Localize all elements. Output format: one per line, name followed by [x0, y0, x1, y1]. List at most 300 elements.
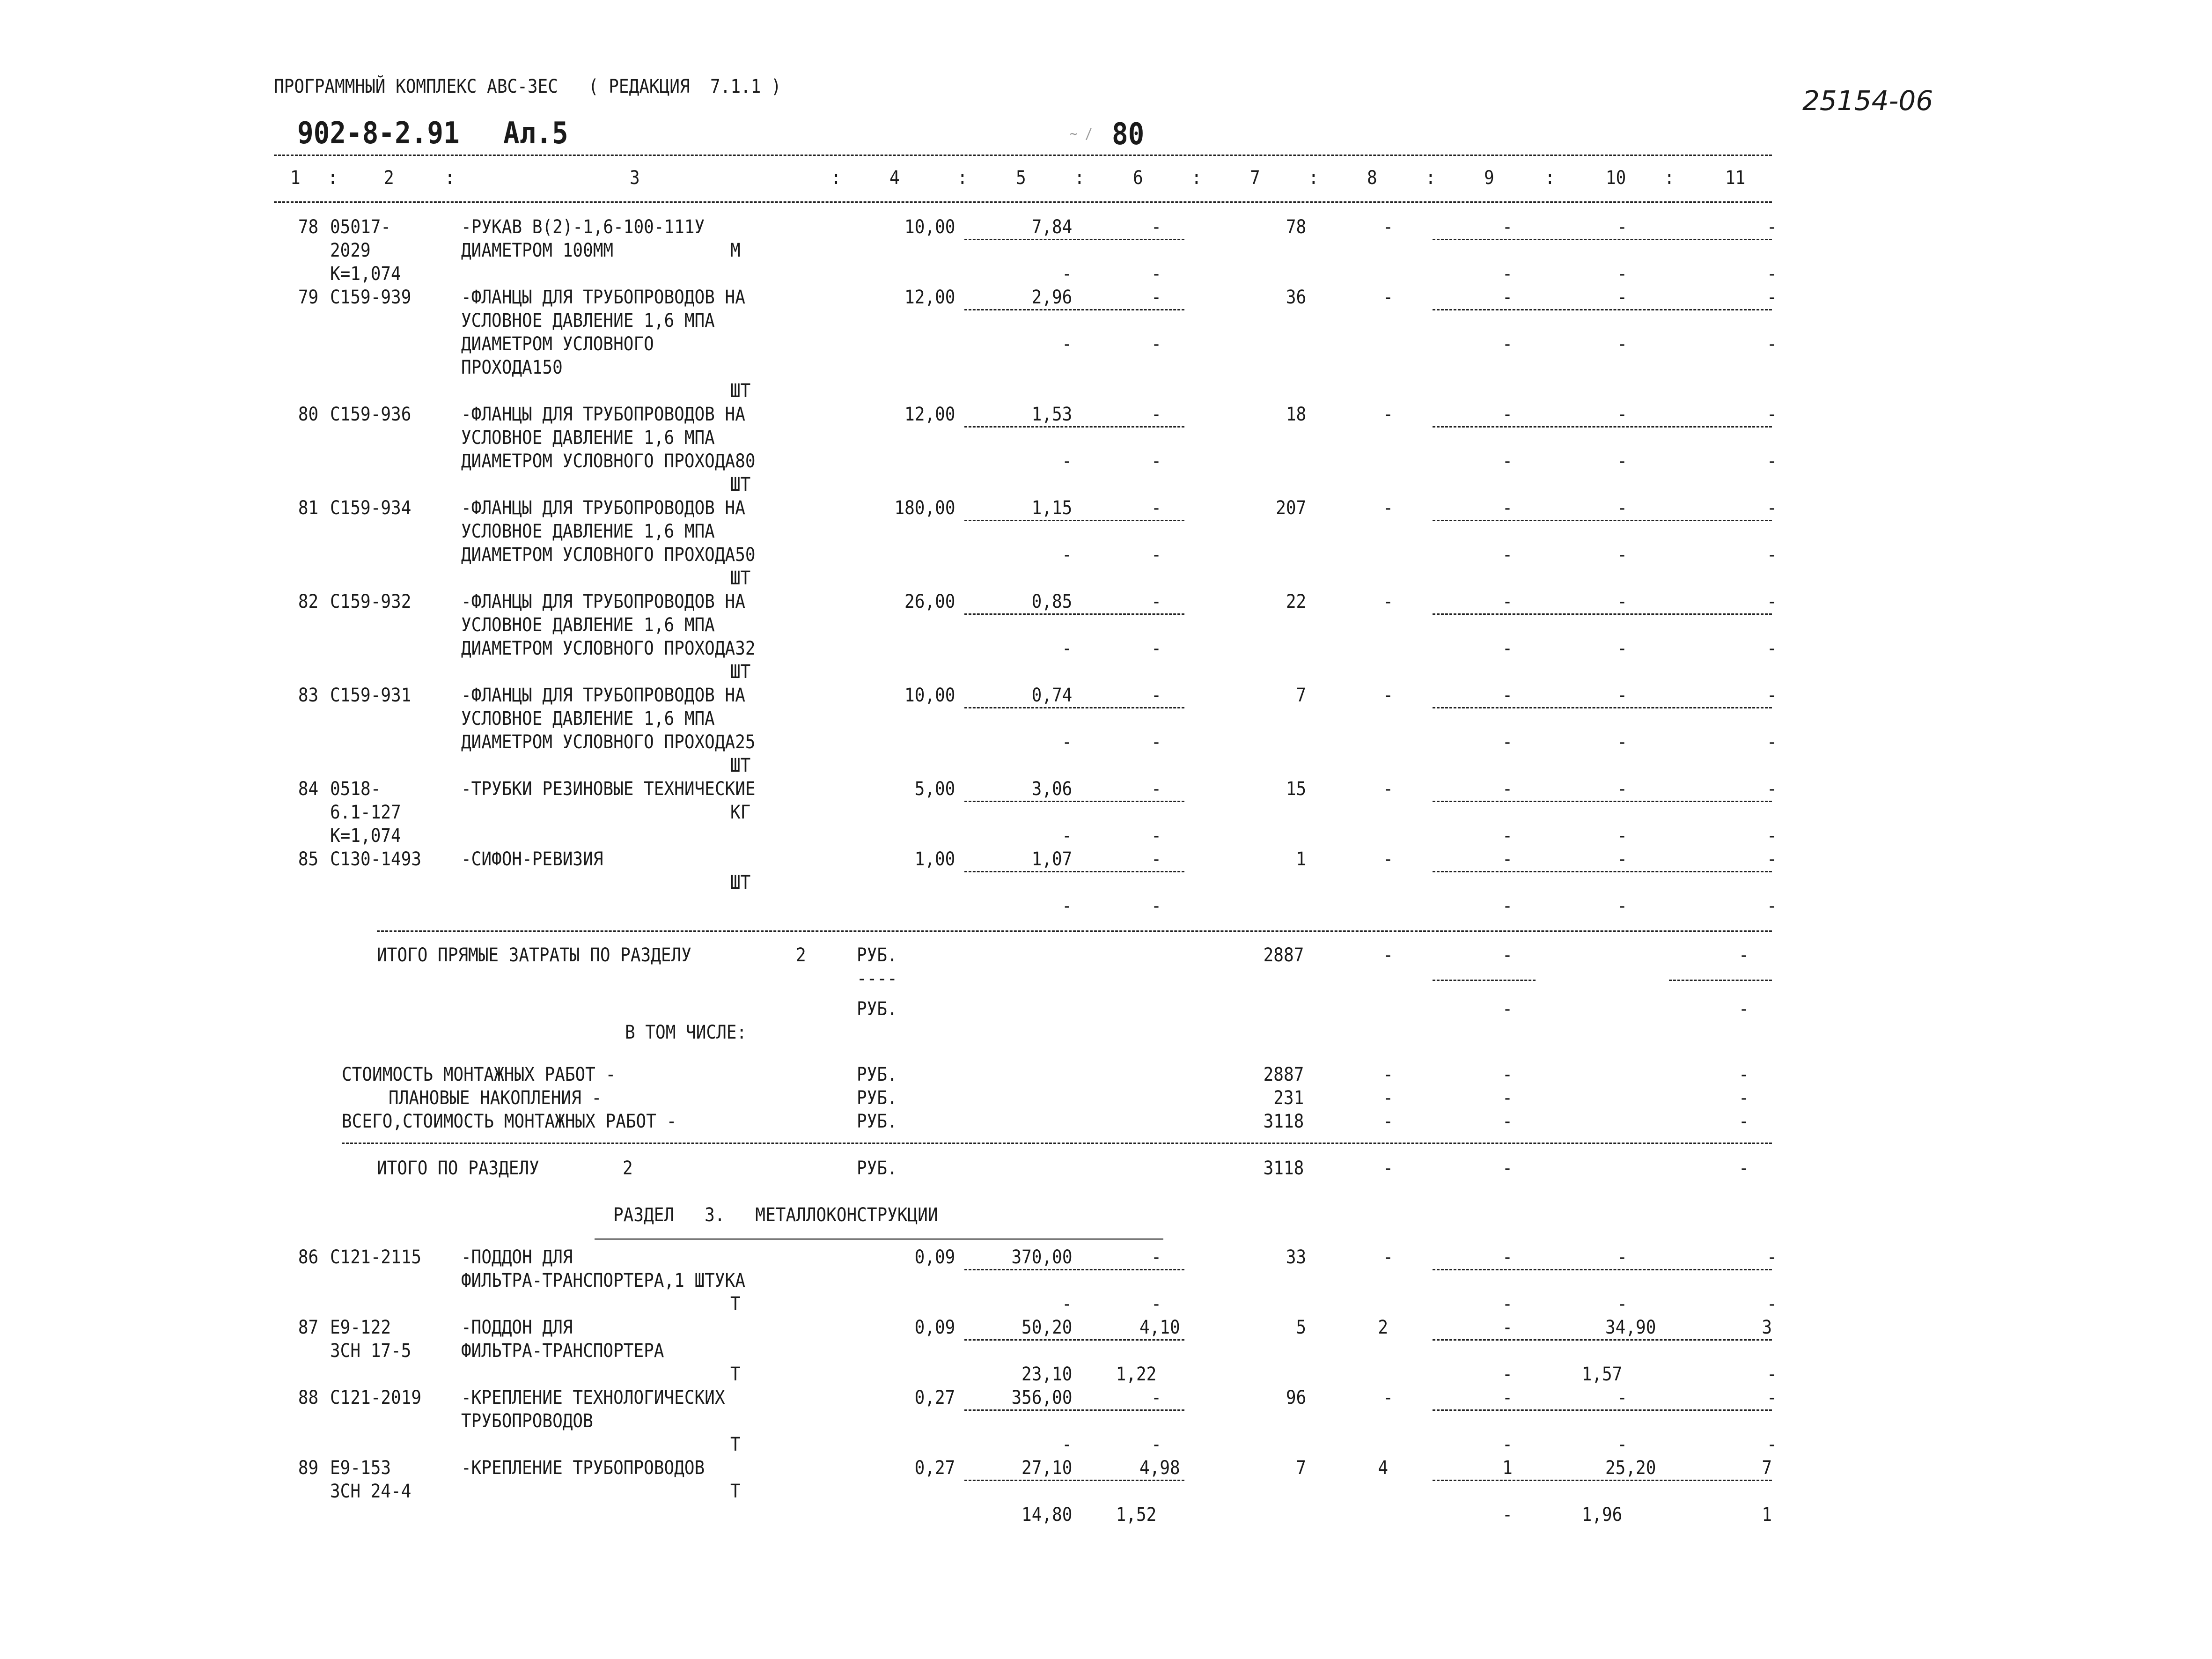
item-lower-col11: - — [1767, 1434, 1777, 1455]
item-col10: - — [1617, 1387, 1627, 1408]
install-cost-label: СТОИМОСТЬ МОНТАЖНЫХ РАБОТ - — [342, 1064, 616, 1085]
item-lower-col5: - — [1062, 333, 1072, 355]
item-name: -СИФОН-РЕВИЗИЯ — [461, 848, 603, 870]
item-name: ДИАМЕТРОМ УСЛОВНОГО ПРОХОДА25 — [461, 731, 756, 753]
item-col11: - — [1767, 848, 1777, 870]
item-lower-col10: 1,57 — [1581, 1364, 1622, 1385]
item-unit: М — [730, 240, 741, 261]
column-separator: : — [1545, 167, 1555, 189]
item-col9: 1 — [1502, 1457, 1513, 1479]
item-col11: - — [1767, 685, 1777, 706]
item-subrule — [964, 520, 1184, 521]
item-code: С121-2115 — [330, 1246, 422, 1268]
direct-costs-c9: - — [1502, 944, 1513, 966]
item-col8: - — [1383, 287, 1393, 308]
item-name: ДИАМЕТРОМ УСЛОВНОГО ПРОХОДА80 — [461, 450, 756, 472]
column-separator: : — [1426, 167, 1436, 189]
item-col11: - — [1767, 404, 1777, 425]
item-quantity: 1,00 — [914, 848, 955, 870]
item-col7: 7 — [1296, 685, 1306, 706]
item-number: 86 — [298, 1246, 318, 1268]
item-unit: ШТ — [730, 380, 751, 402]
item-lower-col5: - — [1062, 1434, 1072, 1455]
item-unit: КГ — [730, 802, 751, 823]
item-name: УСЛОВНОЕ ДАВЛЕНИЕ 1,6 МПА — [461, 708, 715, 730]
item-name: -ФЛАНЦЫ ДЛЯ ТРУБОПРОВОДОВ НА — [461, 685, 745, 706]
item-lower-col9: - — [1502, 1293, 1513, 1315]
item-quantity: 180,00 — [894, 497, 955, 519]
item-col5: 2,96 — [1031, 287, 1072, 308]
item-lower-col5: - — [1062, 895, 1072, 917]
item-subrule — [1433, 871, 1772, 872]
item-col10: - — [1617, 404, 1627, 425]
section-total-c9: - — [1502, 1158, 1513, 1179]
install-cost-c7: 2887 — [1263, 1064, 1304, 1085]
item-subrule — [1433, 520, 1772, 521]
item-col5: 356,00 — [1011, 1387, 1072, 1408]
item-subrule — [1433, 239, 1772, 240]
item-code: С121-2019 — [330, 1387, 422, 1408]
item-subrule — [964, 309, 1184, 310]
item-unit: ШТ — [730, 568, 751, 589]
item-code: С159-932 — [330, 591, 412, 612]
planned-c9: - — [1502, 1087, 1513, 1109]
item-col11: - — [1767, 1387, 1777, 1408]
item-code: С159-931 — [330, 685, 412, 706]
item-quantity: 0,09 — [914, 1317, 955, 1338]
item-lower-col5: - — [1062, 450, 1072, 472]
item-name: ДИАМЕТРОМ УСЛОВНОГО — [461, 333, 654, 355]
item-code: ЗСН 24-4 — [330, 1481, 412, 1502]
item-lower-col9: - — [1502, 1364, 1513, 1385]
section-total-c8: - — [1383, 1158, 1393, 1179]
column-separator: : — [831, 167, 841, 189]
item-lower-col10: - — [1617, 333, 1627, 355]
direct-costs-c7: 2887 — [1263, 944, 1304, 966]
item-lower-col11: - — [1767, 544, 1777, 566]
item-col8: - — [1383, 591, 1393, 612]
item-name: УСЛОВНОЕ ДАВЛЕНИЕ 1,6 МПА — [461, 310, 715, 332]
item-col7: 7 — [1296, 1457, 1306, 1479]
item-code: 05017- — [330, 216, 391, 238]
item-col5: 1,53 — [1031, 404, 1072, 425]
item-subrule — [964, 871, 1184, 872]
item-col9: - — [1502, 404, 1513, 425]
direct2-c11: - — [1739, 998, 1749, 1020]
direct-costs-label: ИТОГО ПРЯМЫЕ ЗАТРАТЫ ПО РАЗДЕЛУ — [377, 944, 691, 966]
totals-rule — [377, 930, 1772, 932]
item-lower-col5: 14,80 — [1021, 1504, 1072, 1526]
item-subrule — [1433, 1339, 1772, 1341]
item-lower-col10: - — [1617, 263, 1627, 285]
item-col6: 4,98 — [1139, 1457, 1180, 1479]
item-col11: 3 — [1762, 1317, 1772, 1338]
item-lower-col10: - — [1617, 731, 1627, 753]
item-col8: 2 — [1378, 1317, 1388, 1338]
item-lower-col9: - — [1502, 1504, 1513, 1526]
column-header-9: 9 — [1484, 167, 1494, 189]
item-number: 84 — [298, 778, 318, 800]
column-header-7: 7 — [1250, 167, 1260, 189]
item-col11: - — [1767, 287, 1777, 308]
handwritten-id: 25154-06 — [1802, 85, 1933, 117]
planned-savings-label: ПЛАНОВЫЕ НАКОПЛЕНИЯ - — [389, 1087, 602, 1109]
column-header-1: 1 — [290, 167, 301, 189]
item-lower-col5: - — [1062, 544, 1072, 566]
item-col10: - — [1617, 778, 1627, 800]
item-subrule — [1433, 426, 1772, 428]
item-name: ДИАМЕТРОМ 100ММ — [461, 240, 614, 261]
item-col9: - — [1502, 1387, 1513, 1408]
item-lower-col10: - — [1617, 1434, 1627, 1455]
item-col11: - — [1767, 216, 1777, 238]
item-lower-col6: - — [1151, 638, 1161, 659]
item-lower-col6: - — [1151, 333, 1161, 355]
item-col7: 22 — [1286, 591, 1306, 612]
direct2-c9: - — [1502, 998, 1513, 1020]
item-code: С130-1493 — [330, 848, 422, 870]
item-col6: - — [1151, 404, 1161, 425]
item-name: -ФЛАНЦЫ ДЛЯ ТРУБОПРОВОДОВ НА — [461, 404, 745, 425]
item-lower-col10: - — [1617, 895, 1627, 917]
item-col7: 1 — [1296, 848, 1306, 870]
item-col10: - — [1617, 287, 1627, 308]
item-number: 83 — [298, 685, 318, 706]
item-quantity: 26,00 — [904, 591, 955, 612]
item-lower-col6: - — [1151, 1293, 1161, 1315]
item-name: -ФЛАНЦЫ ДЛЯ ТРУБОПРОВОДОВ НА — [461, 591, 745, 612]
direct-rule-c9 — [1433, 980, 1536, 981]
item-col5: 370,00 — [1011, 1246, 1072, 1268]
item-lower-col5: - — [1062, 825, 1072, 847]
item-col8: - — [1383, 685, 1393, 706]
item-name: УСЛОВНОЕ ДАВЛЕНИЕ 1,6 МПА — [461, 427, 715, 449]
item-subrule — [964, 1269, 1184, 1270]
item-col8: - — [1383, 216, 1393, 238]
item-lower-col10: 1,96 — [1581, 1504, 1622, 1526]
item-name: ДИАМЕТРОМ УСЛОВНОГО ПРОХОДА32 — [461, 638, 756, 659]
section-total-label: ИТОГО ПО РАЗДЕЛУ — [377, 1158, 539, 1179]
column-separator: : — [1308, 167, 1319, 189]
item-lower-col9: - — [1502, 731, 1513, 753]
item-code: К=1,074 — [330, 825, 401, 847]
item-col10: 25,20 — [1605, 1457, 1656, 1479]
item-number: 89 — [298, 1457, 318, 1479]
item-lower-col6: - — [1151, 825, 1161, 847]
item-lower-col5: - — [1062, 638, 1072, 659]
page-mark: ~ / — [1070, 126, 1093, 142]
item-quantity: 0,27 — [914, 1457, 955, 1479]
item-subrule — [964, 239, 1184, 240]
item-col5: 50,20 — [1021, 1317, 1072, 1338]
item-col8: - — [1383, 1246, 1393, 1268]
item-lower-col11: - — [1767, 333, 1777, 355]
item-col5: 27,10 — [1021, 1457, 1072, 1479]
item-code: Е9-122 — [330, 1317, 391, 1338]
item-quantity: 12,00 — [904, 287, 955, 308]
total-install-c8: - — [1383, 1111, 1393, 1132]
item-lower-col5: - — [1062, 731, 1072, 753]
item-unit: ШТ — [730, 661, 751, 683]
item-col5: 0,85 — [1031, 591, 1072, 612]
item-code: С159-939 — [330, 287, 412, 308]
item-code: К=1,074 — [330, 263, 401, 285]
column-header-4: 4 — [889, 167, 900, 189]
header-bottom-rule — [274, 201, 1772, 203]
item-lower-col6: - — [1151, 895, 1161, 917]
item-col6: - — [1151, 1387, 1161, 1408]
item-col8: - — [1383, 778, 1393, 800]
item-code: 2029 — [330, 240, 371, 261]
item-col5: 1,07 — [1031, 848, 1072, 870]
column-header-3: 3 — [630, 167, 640, 189]
item-lower-col10: - — [1617, 450, 1627, 472]
item-lower-col6: 1,52 — [1116, 1504, 1156, 1526]
item-col11: - — [1767, 778, 1777, 800]
item-col7: 15 — [1286, 778, 1306, 800]
item-col9: - — [1502, 287, 1513, 308]
item-col6: - — [1151, 1246, 1161, 1268]
item-col8: 4 — [1378, 1457, 1388, 1479]
item-lower-col9: - — [1502, 263, 1513, 285]
section-total-rule — [342, 1143, 1772, 1144]
item-col6: - — [1151, 778, 1161, 800]
item-name: ФИЛЬТРА-ТРАНСПОРТЕРА,1 ШТУКА — [461, 1270, 745, 1291]
column-header-8: 8 — [1367, 167, 1377, 189]
total-install-c11: - — [1739, 1111, 1749, 1132]
item-lower-col9: - — [1502, 544, 1513, 566]
item-col10: - — [1617, 216, 1627, 238]
column-separator: : — [445, 167, 455, 189]
section-3-underline — [595, 1239, 1163, 1240]
item-unit: Т — [730, 1364, 741, 1385]
item-lower-col6: - — [1151, 544, 1161, 566]
planned-savings-c7: 231 — [1273, 1087, 1304, 1109]
item-lower-col11: - — [1767, 638, 1777, 659]
planned-rub: РУБ. — [857, 1087, 897, 1109]
item-lower-col9: - — [1502, 825, 1513, 847]
planned-c8: - — [1383, 1087, 1393, 1109]
item-subrule — [964, 707, 1184, 708]
item-lower-col9: - — [1502, 450, 1513, 472]
item-col7: 96 — [1286, 1387, 1306, 1408]
section-total-c11: - — [1739, 1158, 1749, 1179]
column-separator: : — [957, 167, 968, 189]
item-col5: 1,15 — [1031, 497, 1072, 519]
item-number: 80 — [298, 404, 318, 425]
item-subrule — [1433, 1269, 1772, 1270]
item-col10: - — [1617, 497, 1627, 519]
item-col7: 18 — [1286, 404, 1306, 425]
item-col9: - — [1502, 591, 1513, 612]
item-lower-col10: - — [1617, 544, 1627, 566]
item-col10: - — [1617, 848, 1627, 870]
item-lower-col11: - — [1767, 1364, 1777, 1385]
item-col6: - — [1151, 848, 1161, 870]
item-subrule — [1433, 613, 1772, 615]
item-col5: 0,74 — [1031, 685, 1072, 706]
item-quantity: 0,27 — [914, 1387, 955, 1408]
item-number: 88 — [298, 1387, 318, 1408]
item-number: 87 — [298, 1317, 318, 1338]
page-number: 80 — [1112, 117, 1145, 152]
item-code: Е9-153 — [330, 1457, 391, 1479]
item-col8: - — [1383, 1387, 1393, 1408]
install-c9: - — [1502, 1064, 1513, 1085]
item-lower-col11: - — [1767, 825, 1777, 847]
item-col7: 5 — [1296, 1317, 1306, 1338]
section-total-rub: РУБ. — [857, 1158, 897, 1179]
item-unit: Т — [730, 1434, 741, 1455]
section-3-title: РАЗДЕЛ 3. МЕТАЛЛОКОНСТРУКЦИИ — [613, 1204, 938, 1226]
album-number: Ал.5 — [503, 116, 568, 151]
item-col7: 36 — [1286, 287, 1306, 308]
item-subrule — [1433, 1480, 1772, 1481]
item-code: 0518- — [330, 778, 381, 800]
column-header-11: 11 — [1725, 167, 1746, 189]
item-col10: - — [1617, 685, 1627, 706]
planned-c11: - — [1739, 1087, 1749, 1109]
section-total-number: 2 — [623, 1158, 633, 1179]
item-quantity: 10,00 — [904, 685, 955, 706]
item-col9: - — [1502, 848, 1513, 870]
item-subrule — [964, 426, 1184, 428]
item-code: ЗСН 17-5 — [330, 1340, 412, 1362]
item-col6: - — [1151, 287, 1161, 308]
direct-costs-c11: - — [1739, 944, 1749, 966]
item-lower-col11: - — [1767, 731, 1777, 753]
item-name: ФИЛЬТРА-ТРАНСПОРТЕРА — [461, 1340, 664, 1362]
item-subrule — [1433, 309, 1772, 310]
item-subrule — [1433, 707, 1772, 708]
install-c11: - — [1739, 1064, 1749, 1085]
install-rub: РУБ. — [857, 1064, 897, 1085]
column-header-5: 5 — [1016, 167, 1026, 189]
item-unit: ШТ — [730, 872, 751, 893]
item-name: -ТРУБКИ РЕЗИНОВЫЕ ТЕХНИЧЕСКИЕ — [461, 778, 756, 800]
item-col10: - — [1617, 1246, 1627, 1268]
item-col7: 33 — [1286, 1246, 1306, 1268]
item-subrule — [1433, 1409, 1772, 1411]
item-name: -КРЕПЛЕНИЕ ТЕХНОЛОГИЧЕСКИХ — [461, 1387, 725, 1408]
item-col9: - — [1502, 497, 1513, 519]
item-col9: - — [1502, 1317, 1513, 1338]
item-quantity: 12,00 — [904, 404, 955, 425]
item-quantity: 5,00 — [914, 778, 955, 800]
item-col6: - — [1151, 497, 1161, 519]
item-number: 81 — [298, 497, 318, 519]
document-code: 902-8-2.91 — [297, 116, 460, 151]
item-subrule — [964, 1339, 1184, 1341]
item-unit: Т — [730, 1481, 741, 1502]
rub-underline: ---- — [857, 968, 897, 989]
item-name: -КРЕПЛЕНИЕ ТРУБОПРОВОДОВ — [461, 1457, 705, 1479]
item-col11: - — [1767, 591, 1777, 612]
column-header-6: 6 — [1133, 167, 1143, 189]
item-col11: 7 — [1762, 1457, 1772, 1479]
direct-rule-c11 — [1669, 980, 1772, 981]
item-col6: - — [1151, 591, 1161, 612]
item-lower-col5: - — [1062, 263, 1072, 285]
direct-costs-c8: - — [1383, 944, 1393, 966]
item-col10: 34,90 — [1605, 1317, 1656, 1338]
column-separator: : — [1191, 167, 1202, 189]
item-col6: - — [1151, 216, 1161, 238]
item-code: 6.1-127 — [330, 802, 401, 823]
item-lower-col6: - — [1151, 1434, 1161, 1455]
program-title: ПРОГРАММНЫЙ КОМПЛЕКС АВС-3ЕС ( РЕДАКЦИЯ 7.1.1 ) — [274, 76, 781, 97]
item-name: УСЛОВНОЕ ДАВЛЕНИЕ 1,6 МПА — [461, 614, 715, 636]
item-lower-col9: - — [1502, 1434, 1513, 1455]
install-c8: - — [1383, 1064, 1393, 1085]
item-col8: - — [1383, 404, 1393, 425]
direct-costs-section: 2 — [796, 944, 806, 966]
item-col6: 4,10 — [1139, 1317, 1180, 1338]
item-col10: - — [1617, 591, 1627, 612]
item-quantity: 0,09 — [914, 1246, 955, 1268]
item-lower-col6: 1,22 — [1116, 1364, 1156, 1385]
column-header-10: 10 — [1606, 167, 1626, 189]
item-lower-col10: - — [1617, 1293, 1627, 1315]
item-col8: - — [1383, 848, 1393, 870]
item-name: -ПОДДОН ДЛЯ — [461, 1246, 573, 1268]
rub-unit-2: РУБ. — [857, 998, 897, 1020]
item-name: ТРУБОПРОВОДОВ — [461, 1410, 593, 1432]
item-subrule — [964, 613, 1184, 615]
item-col5: 7,84 — [1031, 216, 1072, 238]
item-col8: - — [1383, 497, 1393, 519]
section-total-c7: 3118 — [1263, 1158, 1304, 1179]
item-unit: Т — [730, 1293, 741, 1315]
item-col9: - — [1502, 216, 1513, 238]
item-lower-col6: - — [1151, 263, 1161, 285]
total-install-label: ВСЕГО,СТОИМОСТЬ МОНТАЖНЫХ РАБОТ - — [342, 1111, 677, 1132]
item-lower-col10: - — [1617, 825, 1627, 847]
item-number: 79 — [298, 287, 318, 308]
item-col11: - — [1767, 1246, 1777, 1268]
item-lower-col5: 23,10 — [1021, 1364, 1072, 1385]
item-subrule — [1433, 801, 1772, 802]
rub-unit: РУБ. — [857, 944, 897, 966]
item-subrule — [964, 801, 1184, 802]
item-name: -РУКАВ В(2)-1,6-100-111У — [461, 216, 705, 238]
item-number: 78 — [298, 216, 318, 238]
item-quantity: 10,00 — [904, 216, 955, 238]
item-lower-col10: - — [1617, 638, 1627, 659]
item-code: С159-936 — [330, 404, 412, 425]
column-separator: : — [1074, 167, 1085, 189]
item-subrule — [964, 1480, 1184, 1481]
item-name: -ПОДДОН ДЛЯ — [461, 1317, 573, 1338]
item-col5: 3,06 — [1031, 778, 1072, 800]
item-lower-col6: - — [1151, 450, 1161, 472]
total-install-c9: - — [1502, 1111, 1513, 1132]
total-install-c7: 3118 — [1263, 1111, 1304, 1132]
item-number: 85 — [298, 848, 318, 870]
item-col9: - — [1502, 778, 1513, 800]
item-unit: ШТ — [730, 474, 751, 495]
item-lower-col6: - — [1151, 731, 1161, 753]
column-header-2: 2 — [384, 167, 394, 189]
item-name: ПРОХОДА150 — [461, 357, 563, 378]
column-separator: : — [1664, 167, 1675, 189]
item-lower-col11: - — [1767, 263, 1777, 285]
item-col9: - — [1502, 1246, 1513, 1268]
item-lower-col5: - — [1062, 1293, 1072, 1315]
item-number: 82 — [298, 591, 318, 612]
item-name: ДИАМЕТРОМ УСЛОВНОГО ПРОХОДА50 — [461, 544, 756, 566]
item-lower-col11: 1 — [1762, 1504, 1772, 1526]
